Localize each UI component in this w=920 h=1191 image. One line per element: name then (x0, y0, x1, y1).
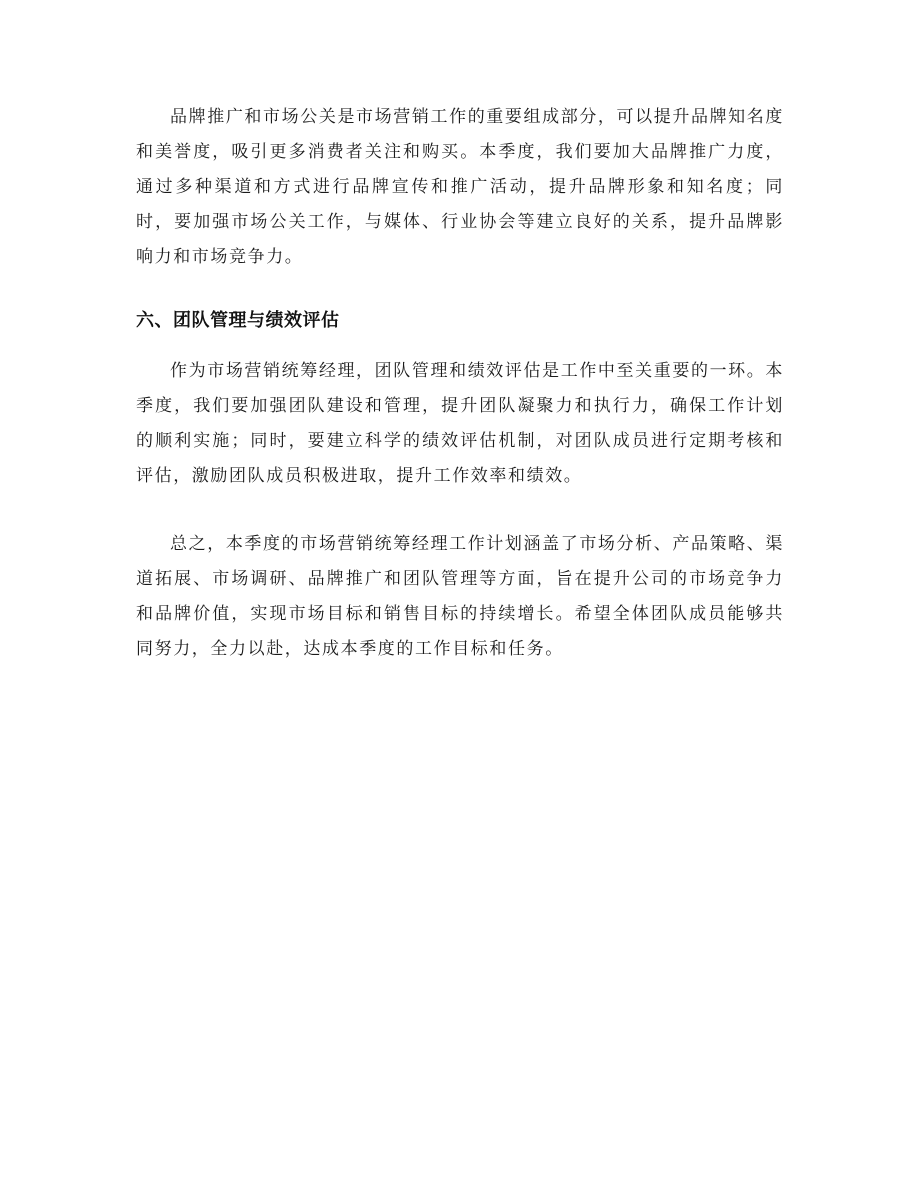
paragraph-brand-promotion: 品牌推广和市场公关是市场营销工作的重要组成部分，可以提升品牌知名度和美誉度，吸引更多消费者关注和购买。本季度，我们要加大品牌推广力度，通过多种渠道和方式进行品牌宣传和推广活动，提升品牌形象和知名度；同时，要加强市场公关工作，与媒体、行业协会等建立良好的关系，提升品牌影响力和市场竞争力。 (136, 107, 784, 267)
paragraph-summary: 总之，本季度的市场营销统筹经理工作计划涵盖了市场分析、产品策略、渠道拓展、市场调研、品牌推广和团队管理等方面，旨在提升公司的市场竞争力和品牌价值，实现市场目标和销售目标的持续增长。希望全体团队成员能够共同努力，全力以赴，达成本季度的工作目标和任务。 (136, 534, 784, 659)
paragraph-team-management: 作为市场营销统筹经理，团队管理和绩效评估是工作中至关重要的一环。本季度，我们要加强团队建设和管理，提升团队凝聚力和执行力，确保工作计划的顺利实施；同时，要建立科学的绩效评估机制，对团队成员进行定期考核和评估，激励团队成员积极进取，提升工作效率和绩效。 (136, 361, 784, 486)
section-heading-team-management: 六、团队管理与绩效评估 (136, 310, 340, 331)
